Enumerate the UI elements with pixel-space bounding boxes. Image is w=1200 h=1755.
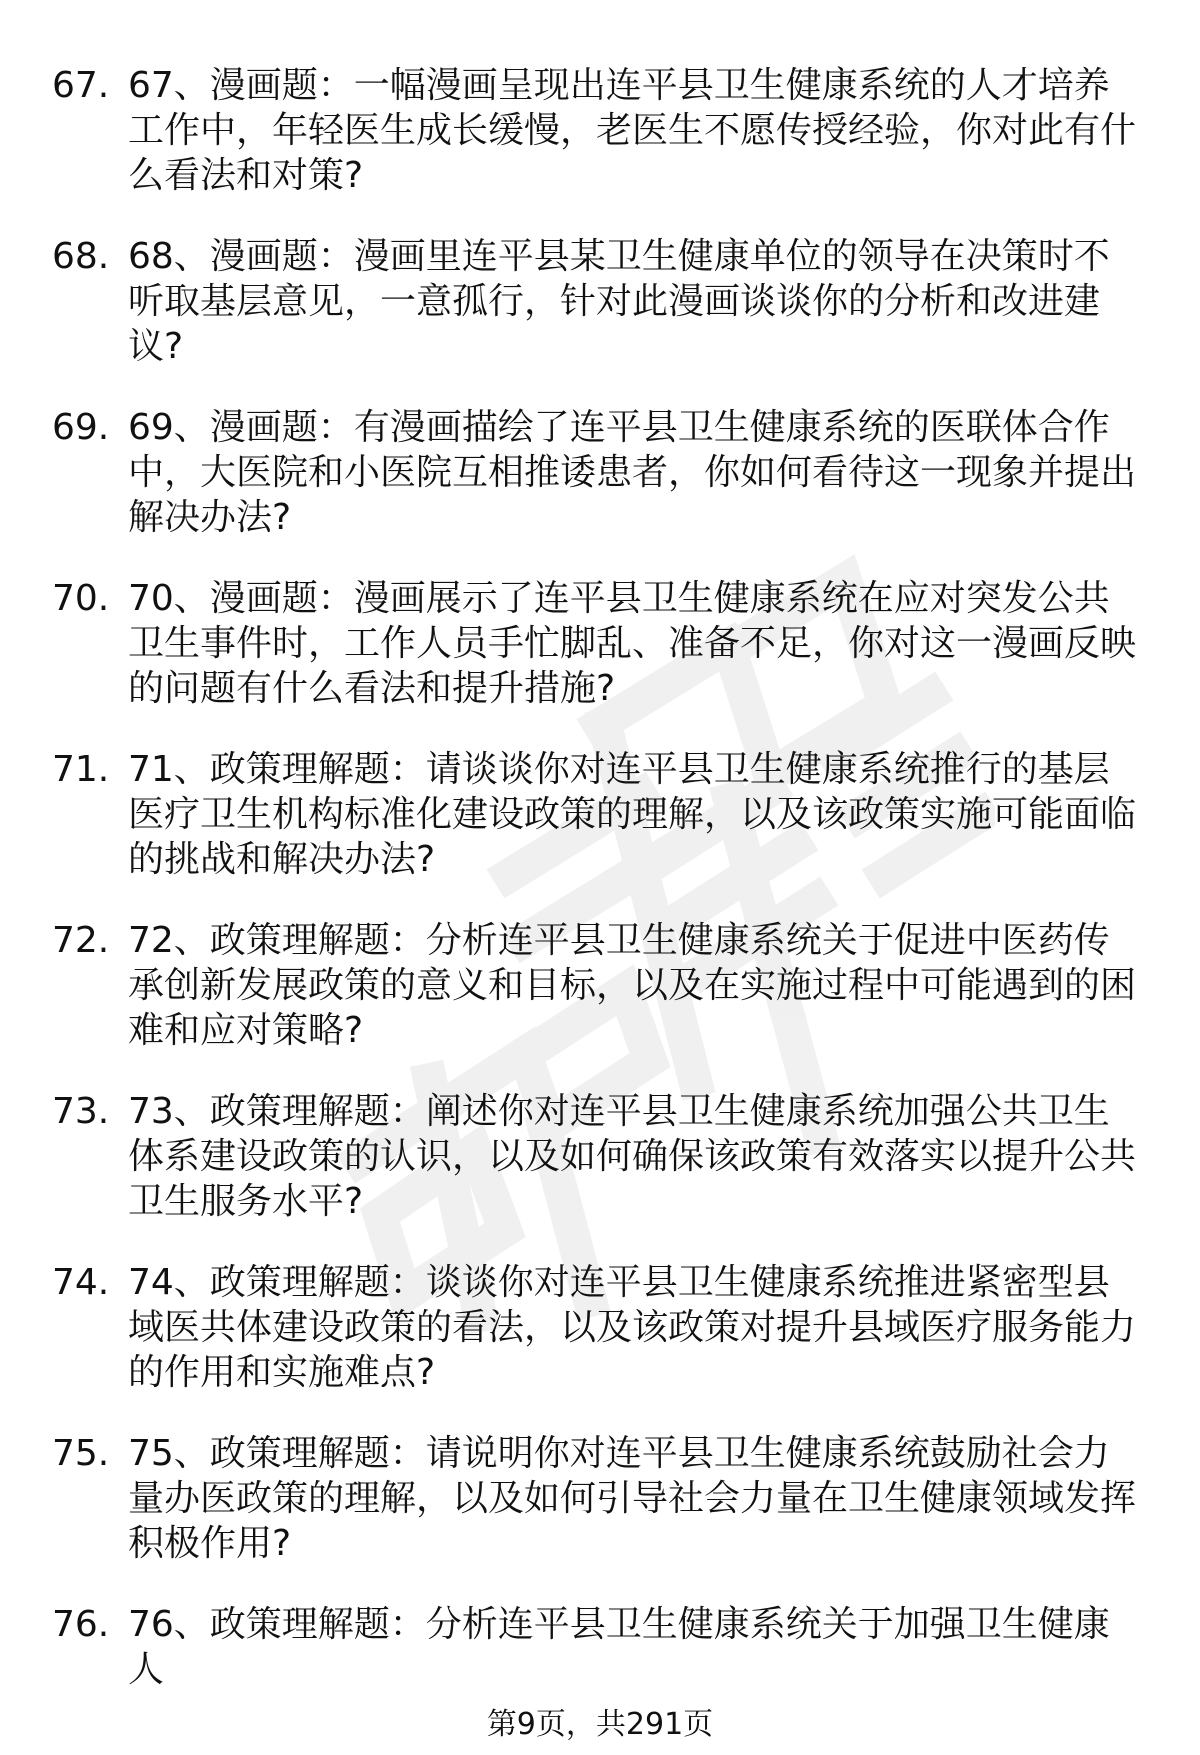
question-text: 76、政策理解题：分析连平县卫生健康系统关于加强卫生健康人	[128, 1604, 1110, 1690]
question-item-71	[52, 747, 1142, 882]
question-item-70	[52, 576, 1142, 711]
question-number: 76.	[52, 1604, 110, 1645]
question-text: 74、政策理解题：谈谈你对连平县卫生健康系统推进紧密型县域医共体建设政策的看法，以及该政策对提升县域医疗服务能力的作用和实施难点?	[128, 1262, 1137, 1393]
question-number: 74.	[52, 1262, 110, 1303]
question-item-74	[52, 1260, 1142, 1395]
question-number: 69.	[52, 407, 110, 448]
question-item-73	[52, 1089, 1142, 1224]
question-item-68	[52, 234, 1142, 369]
question-list	[52, 63, 1142, 1728]
question-item-67	[52, 63, 1142, 198]
question-number: 71.	[52, 749, 110, 790]
question-text: 72、政策理解题：分析连平县卫生健康系统关于促进中医药传承创新发展政策的意义和目标，以及在实施过程中可能遇到的困难和应对策略?	[128, 920, 1137, 1051]
question-item-76	[52, 1602, 1142, 1692]
question-number: 70.	[52, 578, 110, 619]
question-item-72	[52, 918, 1142, 1053]
question-number: 75.	[52, 1433, 110, 1474]
question-text: 70、漫画题：漫画展示了连平县卫生健康系统在应对突发公共卫生事件时，工作人员手忙脚乱、准备不足，你对这一漫画反映的问题有什么看法和提升措施?	[128, 578, 1137, 709]
question-number: 68.	[52, 236, 110, 277]
question-text: 69、漫画题：有漫画描绘了连平县卫生健康系统的医联体合作中，大医院和小医院互相推诿患者，你如何看待这一现象并提出解决办法?	[128, 407, 1137, 538]
question-number: 73.	[52, 1091, 110, 1132]
question-text: 71、政策理解题：请谈谈你对连平县卫生健康系统推行的基层医疗卫生机构标准化建设政策的理解，以及该政策实施可能面临的挑战和解决办法?	[128, 749, 1137, 880]
question-item-75	[52, 1431, 1142, 1566]
question-number: 72.	[52, 920, 110, 961]
question-item-69	[52, 405, 1142, 540]
question-text: 67、漫画题：一幅漫画呈现出连平县卫生健康系统的人才培养工作中，年轻医生成长缓慢，老医生不愿传授经验，你对此有什么看法和对策?	[128, 65, 1137, 196]
question-text: 75、政策理解题：请说明你对连平县卫生健康系统鼓励社会力量办医政策的理解，以及如何引导社会力量在卫生健康领域发挥积极作用?	[128, 1433, 1137, 1564]
question-text: 68、漫画题：漫画里连平县某卫生健康单位的领导在决策时不听取基层意见，一意孤行，针对此漫画谈谈你的分析和改进建议?	[128, 236, 1110, 367]
question-number: 67.	[52, 65, 110, 106]
question-text: 73、政策理解题：阐述你对连平县卫生健康系统加强公共卫生体系建设政策的认识，以及如何确保该政策有效落实以提升公共卫生服务水平?	[128, 1091, 1137, 1222]
page-footer: 第9页，共291页	[486, 1707, 714, 1742]
